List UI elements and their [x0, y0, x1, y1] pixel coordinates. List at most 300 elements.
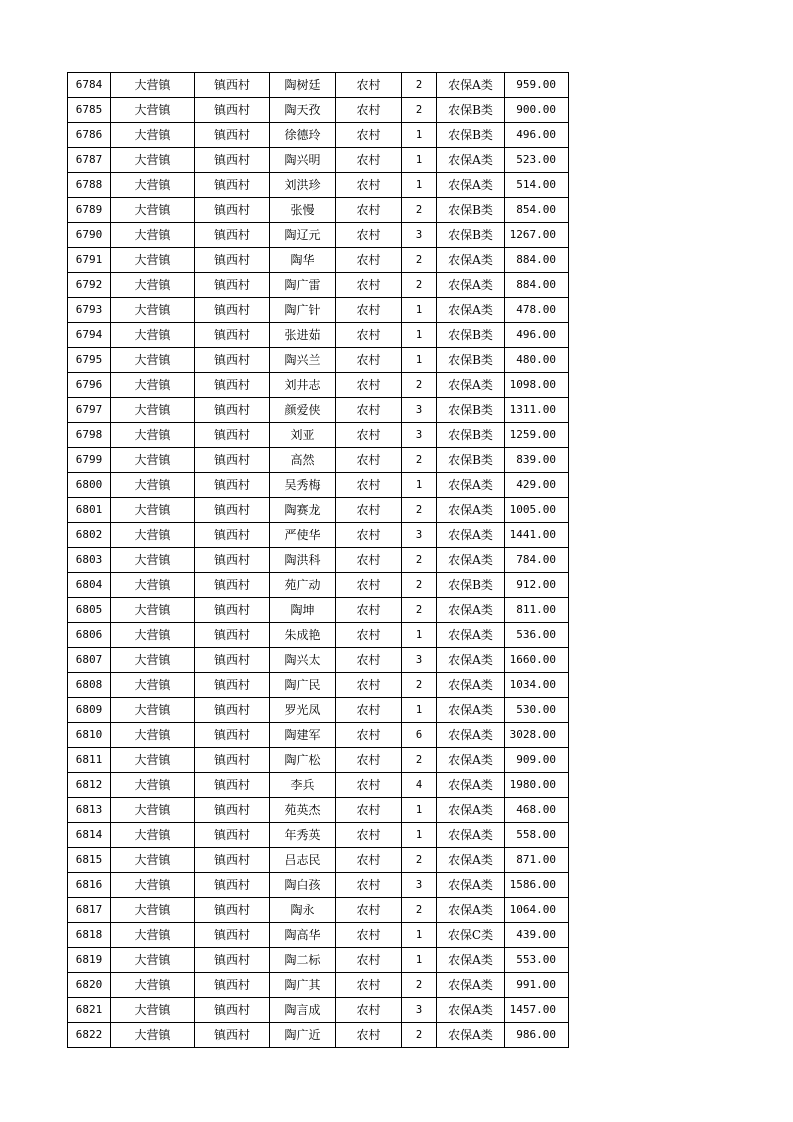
- serial-number-cell: 6792: [68, 273, 111, 298]
- amount-cell: 909.00: [505, 748, 569, 773]
- amount-cell: 1311.00: [505, 398, 569, 423]
- insurance-category-cell: 农保A类: [437, 873, 505, 898]
- table-row: [68, 773, 569, 798]
- serial-number-cell: 6817: [68, 898, 111, 923]
- table-row: [68, 998, 569, 1023]
- serial-number-cell: 6793: [68, 298, 111, 323]
- insurance-category-cell: 农保A类: [437, 598, 505, 623]
- village-cell: 镇西村: [195, 273, 270, 298]
- name-cell: 刘洪珍: [270, 173, 336, 198]
- name-cell: 陶兴太: [270, 648, 336, 673]
- village-cell: 镇西村: [195, 373, 270, 398]
- village-cell: 镇西村: [195, 198, 270, 223]
- table-row: [68, 248, 569, 273]
- table-row: [68, 948, 569, 973]
- table-row: [68, 448, 569, 473]
- amount-cell: 1005.00: [505, 498, 569, 523]
- name-cell: 陶二标: [270, 948, 336, 973]
- household-type-cell: 农村: [336, 573, 402, 598]
- name-cell: 陶辽元: [270, 223, 336, 248]
- household-type-cell: 农村: [336, 373, 402, 398]
- member-count-cell: 3: [402, 398, 437, 423]
- amount-cell: 496.00: [505, 323, 569, 348]
- amount-cell: 1267.00: [505, 223, 569, 248]
- village-cell: 镇西村: [195, 973, 270, 998]
- table-row: [68, 598, 569, 623]
- village-cell: 镇西村: [195, 398, 270, 423]
- member-count-cell: 3: [402, 223, 437, 248]
- member-count-cell: 3: [402, 998, 437, 1023]
- table-row: [68, 748, 569, 773]
- town-cell: 大营镇: [111, 73, 195, 98]
- table-row: [68, 273, 569, 298]
- serial-number-cell: 6787: [68, 148, 111, 173]
- town-cell: 大营镇: [111, 423, 195, 448]
- amount-cell: 536.00: [505, 623, 569, 648]
- name-cell: 陶白孩: [270, 873, 336, 898]
- household-type-cell: 农村: [336, 973, 402, 998]
- household-type-cell: 农村: [336, 498, 402, 523]
- town-cell: 大营镇: [111, 798, 195, 823]
- household-type-cell: 农村: [336, 223, 402, 248]
- household-type-cell: 农村: [336, 73, 402, 98]
- amount-cell: 900.00: [505, 98, 569, 123]
- amount-cell: 1064.00: [505, 898, 569, 923]
- town-cell: 大营镇: [111, 298, 195, 323]
- serial-number-cell: 6786: [68, 123, 111, 148]
- name-cell: 陶永: [270, 898, 336, 923]
- table-row: [68, 423, 569, 448]
- village-cell: 镇西村: [195, 98, 270, 123]
- member-count-cell: 1: [402, 348, 437, 373]
- name-cell: 陶坤: [270, 598, 336, 623]
- serial-number-cell: 6814: [68, 823, 111, 848]
- name-cell: 陶广针: [270, 298, 336, 323]
- serial-number-cell: 6796: [68, 373, 111, 398]
- amount-cell: 478.00: [505, 298, 569, 323]
- table-row: [68, 1023, 569, 1048]
- household-type-cell: 农村: [336, 198, 402, 223]
- table-row: [68, 698, 569, 723]
- amount-cell: 884.00: [505, 248, 569, 273]
- member-count-cell: 2: [402, 448, 437, 473]
- member-count-cell: 2: [402, 273, 437, 298]
- town-cell: 大营镇: [111, 698, 195, 723]
- member-count-cell: 2: [402, 1023, 437, 1048]
- serial-number-cell: 6805: [68, 598, 111, 623]
- member-count-cell: 2: [402, 848, 437, 873]
- serial-number-cell: 6816: [68, 873, 111, 898]
- household-type-cell: 农村: [336, 273, 402, 298]
- town-cell: 大营镇: [111, 598, 195, 623]
- town-cell: 大营镇: [111, 973, 195, 998]
- table-row: [68, 398, 569, 423]
- village-cell: 镇西村: [195, 423, 270, 448]
- insurance-category-cell: 农保A类: [437, 698, 505, 723]
- serial-number-cell: 6790: [68, 223, 111, 248]
- household-type-cell: 农村: [336, 1023, 402, 1048]
- insurance-category-cell: 农保A类: [437, 548, 505, 573]
- village-cell: 镇西村: [195, 723, 270, 748]
- town-cell: 大营镇: [111, 923, 195, 948]
- table-row: [68, 623, 569, 648]
- member-count-cell: 2: [402, 73, 437, 98]
- table-row: [68, 798, 569, 823]
- village-cell: 镇西村: [195, 923, 270, 948]
- table-row: [68, 848, 569, 873]
- table-row: [68, 923, 569, 948]
- amount-cell: 480.00: [505, 348, 569, 373]
- town-cell: 大营镇: [111, 223, 195, 248]
- household-type-cell: 农村: [336, 723, 402, 748]
- table-row: [68, 648, 569, 673]
- insurance-category-cell: 农保A类: [437, 898, 505, 923]
- household-type-cell: 农村: [336, 523, 402, 548]
- insurance-category-cell: 农保A类: [437, 273, 505, 298]
- insurance-category-cell: 农保A类: [437, 473, 505, 498]
- amount-cell: 1098.00: [505, 373, 569, 398]
- table-row: [68, 198, 569, 223]
- serial-number-cell: 6822: [68, 1023, 111, 1048]
- village-cell: 镇西村: [195, 248, 270, 273]
- serial-number-cell: 6806: [68, 623, 111, 648]
- insurance-category-cell: 农保A类: [437, 648, 505, 673]
- member-count-cell: 2: [402, 248, 437, 273]
- household-type-cell: 农村: [336, 98, 402, 123]
- amount-cell: 514.00: [505, 173, 569, 198]
- village-cell: 镇西村: [195, 898, 270, 923]
- household-type-cell: 农村: [336, 548, 402, 573]
- household-type-cell: 农村: [336, 798, 402, 823]
- town-cell: 大营镇: [111, 148, 195, 173]
- member-count-cell: 2: [402, 598, 437, 623]
- amount-cell: 1457.00: [505, 998, 569, 1023]
- table-row: [68, 498, 569, 523]
- table-row: [68, 573, 569, 598]
- town-cell: 大营镇: [111, 498, 195, 523]
- insurance-category-cell: 农保A类: [437, 623, 505, 648]
- village-cell: 镇西村: [195, 523, 270, 548]
- amount-cell: 784.00: [505, 548, 569, 573]
- town-cell: 大营镇: [111, 98, 195, 123]
- insurance-category-cell: 农保B类: [437, 423, 505, 448]
- village-cell: 镇西村: [195, 448, 270, 473]
- serial-number-cell: 6807: [68, 648, 111, 673]
- member-count-cell: 1: [402, 798, 437, 823]
- insurance-category-cell: 农保A类: [437, 523, 505, 548]
- village-cell: 镇西村: [195, 73, 270, 98]
- amount-cell: 811.00: [505, 598, 569, 623]
- household-type-cell: 农村: [336, 648, 402, 673]
- amount-cell: 439.00: [505, 923, 569, 948]
- insurance-category-cell: 农保A类: [437, 673, 505, 698]
- amount-cell: 1034.00: [505, 673, 569, 698]
- member-count-cell: 1: [402, 948, 437, 973]
- serial-number-cell: 6820: [68, 973, 111, 998]
- amount-cell: 1980.00: [505, 773, 569, 798]
- insurance-category-cell: 农保A类: [437, 498, 505, 523]
- table-row: [68, 823, 569, 848]
- insurance-category-cell: 农保B类: [437, 223, 505, 248]
- amount-cell: 959.00: [505, 73, 569, 98]
- member-count-cell: 2: [402, 548, 437, 573]
- village-cell: 镇西村: [195, 823, 270, 848]
- serial-number-cell: 6785: [68, 98, 111, 123]
- amount-cell: 1259.00: [505, 423, 569, 448]
- serial-number-cell: 6803: [68, 548, 111, 573]
- serial-number-cell: 6812: [68, 773, 111, 798]
- member-count-cell: 1: [402, 123, 437, 148]
- serial-number-cell: 6802: [68, 523, 111, 548]
- member-count-cell: 2: [402, 673, 437, 698]
- member-count-cell: 2: [402, 498, 437, 523]
- village-cell: 镇西村: [195, 298, 270, 323]
- name-cell: 陶广雷: [270, 273, 336, 298]
- table-row: [68, 473, 569, 498]
- household-type-cell: 农村: [336, 598, 402, 623]
- table-row: [68, 548, 569, 573]
- serial-number-cell: 6788: [68, 173, 111, 198]
- name-cell: 颜爱侠: [270, 398, 336, 423]
- member-count-cell: 2: [402, 198, 437, 223]
- serial-number-cell: 6799: [68, 448, 111, 473]
- amount-cell: 1441.00: [505, 523, 569, 548]
- insurance-category-cell: 农保A类: [437, 1023, 505, 1048]
- amount-cell: 991.00: [505, 973, 569, 998]
- village-cell: 镇西村: [195, 473, 270, 498]
- household-type-cell: 农村: [336, 998, 402, 1023]
- table-row: [68, 873, 569, 898]
- household-type-cell: 农村: [336, 398, 402, 423]
- member-count-cell: 1: [402, 473, 437, 498]
- name-cell: 陶兴明: [270, 148, 336, 173]
- serial-number-cell: 6794: [68, 323, 111, 348]
- name-cell: 徐德玲: [270, 123, 336, 148]
- insurance-category-cell: 农保A类: [437, 723, 505, 748]
- town-cell: 大营镇: [111, 1023, 195, 1048]
- village-cell: 镇西村: [195, 573, 270, 598]
- name-cell: 朱成艳: [270, 623, 336, 648]
- table-row: [68, 148, 569, 173]
- name-cell: 陶广民: [270, 673, 336, 698]
- insurance-category-cell: 农保A类: [437, 773, 505, 798]
- member-count-cell: 2: [402, 573, 437, 598]
- town-cell: 大营镇: [111, 348, 195, 373]
- village-cell: 镇西村: [195, 548, 270, 573]
- amount-cell: 884.00: [505, 273, 569, 298]
- member-count-cell: 3: [402, 873, 437, 898]
- table-row: [68, 223, 569, 248]
- member-count-cell: 2: [402, 973, 437, 998]
- serial-number-cell: 6795: [68, 348, 111, 373]
- name-cell: 严使华: [270, 523, 336, 548]
- household-type-cell: 农村: [336, 448, 402, 473]
- town-cell: 大营镇: [111, 123, 195, 148]
- serial-number-cell: 6811: [68, 748, 111, 773]
- insurance-category-cell: 农保B类: [437, 398, 505, 423]
- table-row: [68, 373, 569, 398]
- insurance-category-cell: 农保A类: [437, 298, 505, 323]
- name-cell: 陶建军: [270, 723, 336, 748]
- amount-cell: 468.00: [505, 798, 569, 823]
- insurance-category-cell: 农保A类: [437, 173, 505, 198]
- amount-cell: 1660.00: [505, 648, 569, 673]
- household-type-cell: 农村: [336, 423, 402, 448]
- insurance-category-cell: 农保A类: [437, 973, 505, 998]
- insurance-category-cell: 农保B类: [437, 573, 505, 598]
- serial-number-cell: 6809: [68, 698, 111, 723]
- amount-cell: 558.00: [505, 823, 569, 848]
- table-row: [68, 123, 569, 148]
- town-cell: 大营镇: [111, 898, 195, 923]
- serial-number-cell: 6819: [68, 948, 111, 973]
- table-row: [68, 298, 569, 323]
- name-cell: 陶高华: [270, 923, 336, 948]
- serial-number-cell: 6789: [68, 198, 111, 223]
- member-count-cell: 1: [402, 823, 437, 848]
- village-cell: 镇西村: [195, 623, 270, 648]
- household-type-cell: 农村: [336, 848, 402, 873]
- household-type-cell: 农村: [336, 148, 402, 173]
- insurance-category-cell: 农保B类: [437, 198, 505, 223]
- serial-number-cell: 6810: [68, 723, 111, 748]
- insurance-category-cell: 农保C类: [437, 923, 505, 948]
- member-count-cell: 1: [402, 623, 437, 648]
- serial-number-cell: 6808: [68, 673, 111, 698]
- insurance-category-cell: 农保A类: [437, 73, 505, 98]
- town-cell: 大营镇: [111, 773, 195, 798]
- household-type-cell: 农村: [336, 948, 402, 973]
- amount-cell: 839.00: [505, 448, 569, 473]
- town-cell: 大营镇: [111, 948, 195, 973]
- member-count-cell: 2: [402, 98, 437, 123]
- insurance-category-cell: 农保B类: [437, 448, 505, 473]
- member-count-cell: 3: [402, 423, 437, 448]
- name-cell: 陶树廷: [270, 73, 336, 98]
- town-cell: 大营镇: [111, 173, 195, 198]
- town-cell: 大营镇: [111, 873, 195, 898]
- table-body: [68, 73, 569, 1048]
- insurance-category-cell: 农保B类: [437, 123, 505, 148]
- town-cell: 大营镇: [111, 573, 195, 598]
- household-type-cell: 农村: [336, 773, 402, 798]
- amount-cell: 523.00: [505, 148, 569, 173]
- serial-number-cell: 6818: [68, 923, 111, 948]
- town-cell: 大营镇: [111, 723, 195, 748]
- town-cell: 大营镇: [111, 248, 195, 273]
- household-type-cell: 农村: [336, 248, 402, 273]
- member-count-cell: 4: [402, 773, 437, 798]
- serial-number-cell: 6815: [68, 848, 111, 873]
- table-row: [68, 323, 569, 348]
- member-count-cell: 2: [402, 748, 437, 773]
- town-cell: 大营镇: [111, 448, 195, 473]
- table-row: [68, 673, 569, 698]
- village-cell: 镇西村: [195, 1023, 270, 1048]
- name-cell: 李兵: [270, 773, 336, 798]
- insurance-category-cell: 农保A类: [437, 148, 505, 173]
- household-type-cell: 农村: [336, 173, 402, 198]
- town-cell: 大营镇: [111, 998, 195, 1023]
- household-type-cell: 农村: [336, 123, 402, 148]
- name-cell: 陶天孜: [270, 98, 336, 123]
- name-cell: 刘井志: [270, 373, 336, 398]
- village-cell: 镇西村: [195, 348, 270, 373]
- amount-cell: 429.00: [505, 473, 569, 498]
- town-cell: 大营镇: [111, 473, 195, 498]
- town-cell: 大营镇: [111, 673, 195, 698]
- household-type-cell: 农村: [336, 298, 402, 323]
- village-cell: 镇西村: [195, 323, 270, 348]
- insurance-category-cell: 农保A类: [437, 748, 505, 773]
- insurance-category-cell: 农保B类: [437, 348, 505, 373]
- table-row: [68, 723, 569, 748]
- household-type-cell: 农村: [336, 623, 402, 648]
- insurance-category-cell: 农保A类: [437, 823, 505, 848]
- name-cell: 陶洪科: [270, 548, 336, 573]
- village-cell: 镇西村: [195, 698, 270, 723]
- member-count-cell: 1: [402, 173, 437, 198]
- name-cell: 苑广动: [270, 573, 336, 598]
- serial-number-cell: 6798: [68, 423, 111, 448]
- name-cell: 陶广近: [270, 1023, 336, 1048]
- serial-number-cell: 6813: [68, 798, 111, 823]
- town-cell: 大营镇: [111, 198, 195, 223]
- table-row: [68, 98, 569, 123]
- village-cell: 镇西村: [195, 223, 270, 248]
- amount-cell: 1586.00: [505, 873, 569, 898]
- member-count-cell: 2: [402, 898, 437, 923]
- member-count-cell: 1: [402, 923, 437, 948]
- name-cell: 罗光凤: [270, 698, 336, 723]
- town-cell: 大营镇: [111, 398, 195, 423]
- amount-cell: 871.00: [505, 848, 569, 873]
- amount-cell: 530.00: [505, 698, 569, 723]
- member-count-cell: 1: [402, 148, 437, 173]
- member-count-cell: 1: [402, 698, 437, 723]
- serial-number-cell: 6784: [68, 73, 111, 98]
- table-row: [68, 73, 569, 98]
- town-cell: 大营镇: [111, 373, 195, 398]
- table-row: [68, 973, 569, 998]
- town-cell: 大营镇: [111, 523, 195, 548]
- amount-cell: 553.00: [505, 948, 569, 973]
- village-cell: 镇西村: [195, 598, 270, 623]
- village-cell: 镇西村: [195, 998, 270, 1023]
- name-cell: 陶赛龙: [270, 498, 336, 523]
- household-type-cell: 农村: [336, 348, 402, 373]
- name-cell: 吕志民: [270, 848, 336, 873]
- name-cell: 陶广其: [270, 973, 336, 998]
- member-count-cell: 1: [402, 298, 437, 323]
- name-cell: 苑英杰: [270, 798, 336, 823]
- town-cell: 大营镇: [111, 748, 195, 773]
- insurance-category-cell: 农保A类: [437, 798, 505, 823]
- serial-number-cell: 6821: [68, 998, 111, 1023]
- village-cell: 镇西村: [195, 498, 270, 523]
- name-cell: 陶言成: [270, 998, 336, 1023]
- serial-number-cell: 6797: [68, 398, 111, 423]
- amount-cell: 912.00: [505, 573, 569, 598]
- amount-cell: 854.00: [505, 198, 569, 223]
- village-cell: 镇西村: [195, 148, 270, 173]
- member-count-cell: 2: [402, 373, 437, 398]
- household-type-cell: 农村: [336, 698, 402, 723]
- insurance-category-cell: 农保B类: [437, 323, 505, 348]
- name-cell: 年秀英: [270, 823, 336, 848]
- village-cell: 镇西村: [195, 173, 270, 198]
- town-cell: 大营镇: [111, 323, 195, 348]
